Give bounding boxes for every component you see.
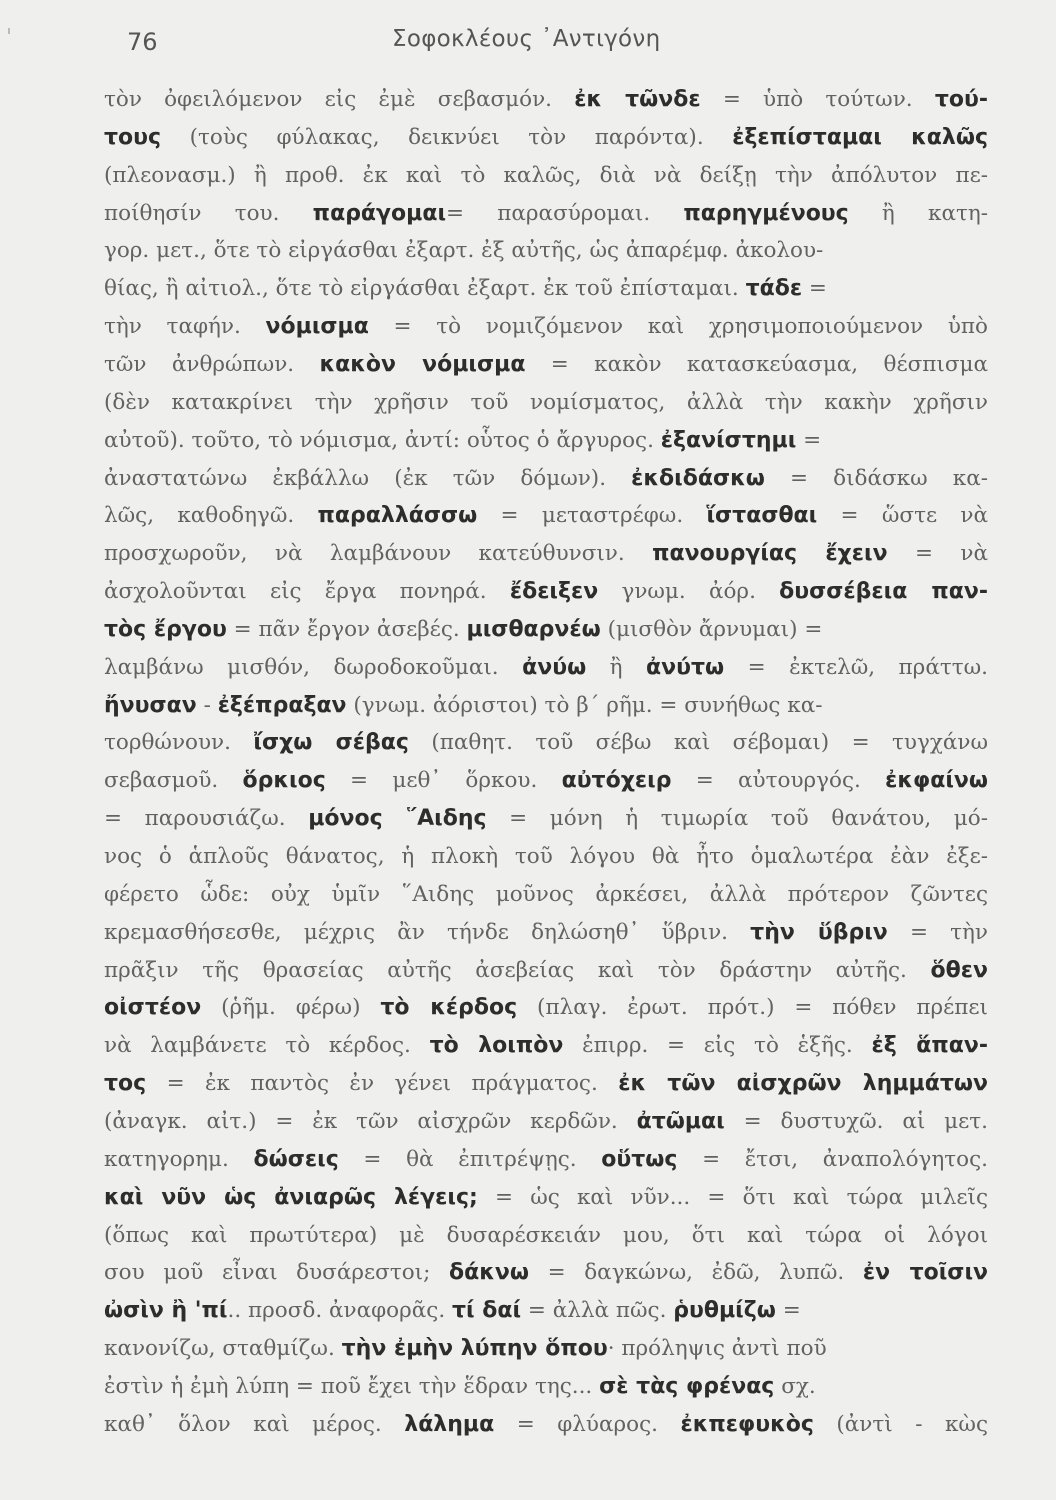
page-header [0,26,1056,66]
text-line [104,80,988,120]
lemma-headword: ἐξ ἅπαν- [871,1033,988,1059]
gloss-text: ἐπιρρ. = εἰς τὸ ἑξῆς. [563,1033,872,1059]
gloss-text: = αὐτουργός. [671,768,886,794]
text-line-inner [104,951,988,991]
lemma-headword: ἀτῶμαι [636,1108,725,1134]
gloss-text: τὴν ταφήν. [104,314,266,340]
lemma-headword: ἐκδιδάσκω [631,465,765,491]
gloss-text: = μεταστρέφω. [477,503,707,529]
lemma-headword: ἐξέπραξαν [217,692,347,718]
gloss-text: = παρασύρομαι. [446,200,684,226]
lemma-headword: τὸ κέρδος [380,995,518,1021]
text-line [104,951,988,991]
text-line [104,383,988,423]
text-line [104,572,988,612]
gloss-text: = ἔτσι, ἀναπολόγητος. [677,1146,988,1172]
gloss-text: = ὑπὸ τούτων. [700,87,935,112]
gloss-text: = δαγκώνω, ἐδῶ, λυπῶ. [528,1260,863,1286]
lemma-headword: τὸς ἔργου [104,616,227,642]
text-line [104,1367,988,1407]
text-line-inner [104,799,988,839]
text-line-inner [104,421,821,461]
lemma-headword: ἐκ τῶνδε [574,87,701,112]
lemma-headword: ἐκφαίνω [885,768,988,794]
text-line [104,118,988,158]
text-line-inner [104,1178,988,1218]
lemma-headword: ἤνυσαν [104,692,197,718]
gloss-text: (ἀναγκ. αἰτ.) = ἐκ τῶν αἰσχρῶν κερδῶν. [104,1108,637,1134]
lemma-headword: μισθαρνέω [466,616,601,642]
text-line-inner [104,686,823,726]
lemma-headword: ἀνύτω [646,654,725,680]
lemma-headword: κακὸν νόμισμα [319,351,526,377]
gloss-text: σεβασμοῦ. [104,768,243,794]
lemma-headword: τους [104,124,162,150]
text-line-inner [104,194,988,234]
text-line-inner [104,1253,988,1293]
lemma-headword: οὕτως [601,1146,678,1172]
gloss-text: = μεθ᾽ ὅρκου. [325,768,562,794]
lemma-headword: λάλημα [404,1411,495,1437]
text-line-inner [104,231,823,271]
gloss-text: κανονίζω, σταθμίζω. [104,1336,342,1362]
gloss-text: · πρόληψις ἀντὶ ποῦ [607,1336,827,1362]
lemma-headword: τί δαί [452,1298,522,1324]
gloss-text: = διδάσκω κα- [764,465,988,491]
text-line-inner [104,156,988,196]
gloss-text: (μισθὸν ἄρνυμαι) = [600,616,823,642]
lemma-headword: μόνος ῞Αιδης [308,806,487,832]
gloss-text: = [775,1298,801,1324]
gloss-text: = [802,276,827,302]
text-line [104,1405,988,1445]
text-line [104,648,988,688]
lemma-headword: ἐξανίστημι [660,427,797,453]
gloss-text: ποίθησίν του. [104,200,313,226]
text-line-inner [104,1026,988,1066]
lemma-headword: ῥυθμίζω [673,1298,776,1324]
text-line [104,610,988,650]
lemma-headword: πανουργίας ἔχειν [652,541,888,567]
text-line-inner [104,875,988,915]
gloss-text: τορθώνουν. [104,730,254,756]
gloss-text: κατηγορημ. [104,1146,254,1172]
gloss-text: τὸν ὀφειλόμενον εἰς ἐμὲ σεβασμόν. [104,87,575,112]
gloss-text: ἀσχολοῦνται εἰς ἔργα πονηρά. [104,579,510,605]
text-line [104,875,988,915]
lemma-headword: ἵστασθαι [706,503,818,529]
lemma-headword: αὐτόχειρ [561,768,672,794]
text-line-inner [104,648,988,688]
text-line [104,1102,988,1142]
text-line [104,269,988,309]
text-line [104,194,988,234]
lemma-headword: σὲ τὰς φρένας [599,1373,775,1399]
text-line-inner [104,1367,816,1407]
text-line [104,496,988,536]
text-line-inner [104,1216,988,1256]
gloss-text: (ἀντὶ - κὼς [813,1411,988,1437]
gloss-text: = νὰ [887,541,988,567]
gloss-text: = ἀλλὰ πῶς. [521,1298,674,1324]
text-line [104,837,988,877]
text-line-inner [104,913,988,953]
gloss-text: = πᾶν ἔργον ἀσεβές. [226,616,467,642]
lemma-headword: ἐκ τῶν αἰσχρῶν λημμάτων [618,1071,988,1097]
text-line-inner [104,496,988,536]
lemma-headword: τάδε [745,276,803,302]
running-title: Σοφοκλέους ᾿Αντιγόνη [392,26,661,52]
lemma-headword: τὸ λοιπὸν [429,1033,564,1059]
text-line [104,1329,988,1369]
gloss-text: πρᾶξιν τῆς θρασείας αὐτῆς ἀσεβείας καὶ τὸν δράστην αὐτῆς. [104,957,931,983]
text-line-inner [104,1102,988,1142]
text-line-inner [104,988,988,1028]
commentary-text [104,80,988,1440]
text-line [104,459,988,499]
lemma-headword: παράγομαι [312,200,447,226]
gloss-text: = ὡς καὶ νῦν... = ὅτι καὶ τώρα μιλεῖς [477,1184,988,1210]
text-line-inner [104,1140,988,1180]
lemma-headword: ἴσχω σέβας [253,730,409,756]
text-line-inner [104,610,822,650]
gloss-text: = παρουσιάζω. [104,806,309,832]
text-line-inner [104,383,988,423]
text-line-inner [104,118,988,158]
text-line [104,231,988,271]
text-line-inner [104,1329,827,1369]
lemma-headword: δυσσέβεια παν- [779,579,988,605]
lemma-headword: ἐν τοῖσιν [862,1260,988,1286]
text-line [104,799,988,839]
text-line-inner [104,307,988,347]
gloss-text: νὰ λαμβάνετε τὸ κέρδος. [104,1033,430,1059]
lemma-headword: καὶ νῦν ὡς ἀνιαρῶς λέγεις; [104,1184,478,1210]
lemma-headword: δώσεις [253,1146,339,1172]
text-line-inner [104,1064,988,1104]
text-line [104,1216,988,1256]
gloss-text: = τὸ νομιζόμενον καὶ χρησιμοποιούμενον ὑπὸ [368,314,988,340]
lemma-headword: ἔδειξεν [509,579,599,605]
text-line [104,761,988,801]
lemma-headword: ὅρκιος [242,768,326,794]
gloss-text: κρεμασθήσεσθε, μέχρις ἂν τήνδε δηλώσηθ᾽ ὕβριν. [104,919,751,945]
text-line-inner [104,459,988,499]
gloss-text: = [796,427,822,453]
text-line-inner [104,723,988,763]
gloss-text: λῶς, καθοδηγῶ. [104,503,318,529]
text-line [104,686,988,726]
text-line-inner [104,572,988,612]
lemma-headword: ἐξεπίσταμαι καλῶς [732,124,988,150]
gloss-text: = τὴν [887,919,988,945]
gloss-text: = ἐκ παντὸς ἐν γένει πράγματος. [146,1071,619,1097]
gloss-text: ἀναστατώνω ἐκβάλλω (ἐκ τῶν δόμων). [104,465,632,491]
gloss-text: τῶν ἀνθρώπων. [104,351,320,377]
text-line [104,307,988,347]
text-line-inner [104,345,988,385]
gloss-text: αὐτοῦ). τοῦτο, τὸ νόμισμα, ἀντί: οὗτος ὁ ἄργυρος. [104,427,661,453]
text-line [104,1026,988,1066]
gloss-text: (ῥῆμ. φέρω) [201,995,381,1021]
lemma-headword: τὴν ἐμὴν λύπην ὅπου [341,1336,608,1362]
gloss-text: = ἐκτελῶ, πράττω. [724,654,988,680]
gloss-text: = κακὸν κατασκεύασμα, θέσπισμα [525,351,988,377]
text-line [104,156,988,196]
lemma-headword: ἐκπεφυκὸς [680,1411,814,1437]
text-line-inner [104,1291,801,1331]
gloss-text: προσχωροῦν, νὰ λαμβάνουν κατεύθυνσιν. [104,541,653,567]
lemma-headword: τος [104,1071,147,1097]
gloss-text: = θὰ ἐπιτρέψῃς. [338,1146,602,1172]
lemma-headword: δάκνω [448,1260,529,1286]
gloss-text: καθ᾽ ὅλον καὶ μέρος. [104,1411,405,1437]
text-line [104,534,988,574]
lemma-headword: ὠσὶν ἢ 'πί [104,1298,228,1324]
gloss-text: σου μοῦ εἶναι δυσάρεστοι; [104,1260,449,1286]
text-line [104,723,988,763]
text-line-inner [104,761,988,801]
gloss-text: .. προσδ. ἀναφορᾶς. [227,1298,452,1324]
text-line [104,421,988,461]
lemma-headword: παραλλάσσω [317,503,478,529]
lemma-headword: τού- [934,87,988,112]
lemma-headword: νόμισμα [265,314,369,340]
text-line [104,988,988,1028]
gloss-text: θίας, ἢ αἰτιολ., ὅτε τὸ εἰργάσθαι ἐξαρτ. ἐκ τοῦ ἐπίσταμαι. [104,276,746,302]
gloss-text: γορ. μετ., ὅτε τὸ εἰργάσθαι ἐξαρτ. ἐξ αὐτῆς, ὡς ἀπαρέμφ. ἀκολου- [104,238,824,264]
lemma-headword: ὅθεν [930,957,988,983]
gloss-text: φέρετο ὧδε: οὐχ ὑμῖν ῞Αιδης μοῦνος ἀρκέσει, ἀλλὰ πρότερον ζῶντες [104,881,988,907]
text-line-inner [104,269,827,309]
text-line-inner [104,80,988,120]
text-line [104,345,988,385]
gloss-text: (τοὺς φύλακας, δεικνύει τὸν παρόντα). [161,124,733,150]
gloss-text: (γνωμ. ἀόριστοι) τὸ β΄ ρῆμ. = συνήθως κα- [346,692,823,718]
text-line-inner [104,837,988,877]
text-line [104,1253,988,1293]
text-line [104,1064,988,1104]
gloss-text: (παθητ. τοῦ σέβω καὶ σέβομαι) = τυγχάνω [408,730,988,756]
gloss-text: = δυστυχῶ. αἱ μετ. [724,1108,988,1134]
text-line [104,1140,988,1180]
lemma-headword: παρηγμένους [683,200,849,226]
lemma-headword: οἰστέον [104,995,202,1021]
gloss-text: (ὅπως καὶ πρωτύτερα) μὲ δυσαρέσκειάν μου, ὅτι καὶ τώρα οἱ λόγοι [104,1222,988,1248]
gloss-text: ἢ κατη- [848,200,988,226]
lemma-headword: ἀνύω [522,654,587,680]
text-line [104,1291,988,1331]
gloss-text: (δὲν κατακρίνει τὴν χρῆσιν τοῦ νομίσματος, ἀλλὰ τὴν κακὴν χρῆσιν [104,389,988,415]
text-line-inner [104,534,988,574]
gloss-text: νος ὁ ἁπλοῦς θάνατος, ἡ πλοκὴ τοῦ λόγου θὰ ἦτο ὁμαλωτέρα ἐὰν ἐξε- [104,844,988,869]
gloss-text: (πλαγ. ἐρωτ. πρότ.) = πόθεν πρέπει [517,995,988,1021]
gloss-text: λαμβάνω μισθόν, δωροδοκοῦμαι. [104,654,523,680]
gloss-text: = ὥστε νὰ [817,503,988,529]
text-line-inner [104,1405,988,1445]
gloss-text: = φλύαρος. [494,1411,681,1437]
gloss-text: (πλεονασμ.) ἢ προθ. ἐκ καὶ τὸ καλῶς, διὰ νὰ δείξῃ τὴν ἀπόλυτον πε- [104,162,988,188]
gloss-text: ἐστὶν ἡ ἐμὴ λύπη = ποῦ ἔχει τὴν ἕδραν της... [104,1373,600,1399]
text-line [104,913,988,953]
page-number: 76 [127,28,158,56]
gloss-text: γνωμ. ἀόρ. [598,579,780,605]
gloss-text: - [196,692,218,718]
gloss-text: = μόνη ἡ τιμωρία τοῦ θανάτου, μό- [486,806,988,832]
gloss-text: ἢ [586,654,647,680]
text-line [104,1178,988,1218]
gloss-text: σχ. [774,1373,816,1399]
lemma-headword: τὴν ὕβριν [750,919,888,945]
